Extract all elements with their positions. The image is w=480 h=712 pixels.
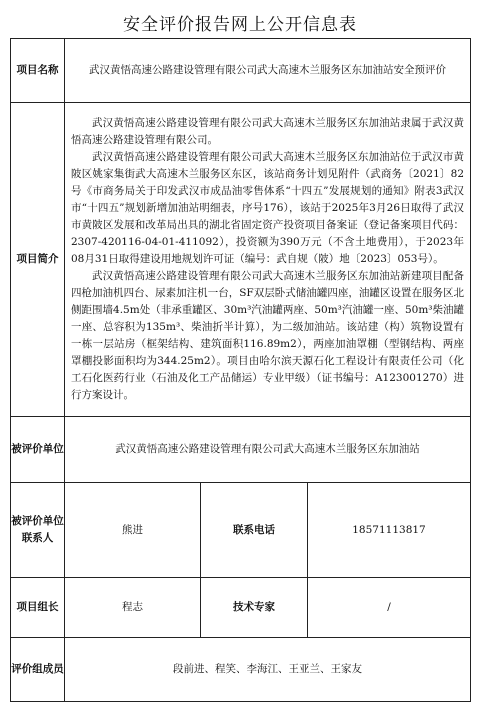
team-leader-person: 程志 (65, 578, 201, 638)
intro-paragraph: 武汉黄悟高速公路建设管理有限公司武大高速木兰服务区东加油站新建项目配备四枪加油机四台、尿素加注机一台，SF双层卧式储油罐四座，油罐区设置在服务区北侧距围墙4.5m处（非承重罐区、30m³汽油罐两座、50m³汽油罐一座、50m³柴油罐一座、总容积为135m³、柴油折半计算），为二级加油站。该站建（构）筑物设置有一栋一层站房（框架结构、建筑面积116.89m2），两座加油罩棚（型钢结构、两座罩棚投影面积均为344.25m2）。项目由哈尔滨天源石化工程设计有限责任公司（化工石化医药行业（石油及化工产品储运）专业甲级）（证书编号：A123001270）进行方案设计。 (71, 270, 465, 401)
row-team-leader (11, 578, 471, 638)
info-table (10, 38, 471, 702)
evaluated-unit-label: 被评价单位 (11, 417, 65, 483)
phone-label: 联系电话 (201, 483, 308, 578)
phone-value: 18571113817 (308, 483, 471, 578)
row-members (11, 638, 471, 702)
contact-person: 熊进 (65, 483, 201, 578)
project-intro-cell (65, 103, 471, 417)
members-label: 评价组成员 (11, 638, 65, 702)
evaluated-unit-value: 武汉黄悟高速公路建设管理有限公司武大高速木兰服务区东加油站 (65, 417, 471, 483)
row-contact (11, 483, 471, 578)
expert-value: / (308, 578, 471, 638)
expert-label: 技术专家 (201, 578, 308, 638)
project-name-value: 武汉黄悟高速公路建设管理有限公司武大高速木兰服务区东加油站安全预评价 (65, 39, 471, 103)
intro-paragraph: 武汉黄悟高速公路建设管理有限公司武大高速木兰服务区东加油站隶属于武汉黄悟高速公路建设管理有限公司。 (71, 117, 465, 146)
row-project-name (11, 39, 471, 103)
intro-paragraph: 武汉黄悟高速公路建设管理有限公司武大高速木兰服务区东加油站位于武汉市黄陂区姚家集街武大高速木兰服务区东区，该站商务计划见附件（武商务〔2021〕82号《市商务局关于印发武汉市成品油零售体系“十四五”发展规划的通知》附表3武汉市“十四五”规划新增加油站明细表，序号176），该站于2025年3月26日取得了武汉市黄陂区发展和改革局出具的湖北省固定资产投资项目备案证（登记备案项目代码：2307-420116-04-01-411092），投资额为390万元（不含土地费用），于2023年08月31日取得建设用地规划许可证（编号：武自规（陂）地〔2023〕053号）。 (71, 151, 465, 265)
members-value: 段前进、程笑、李海江、王亚兰、王家友 (65, 638, 471, 702)
contact-label: 被评价单位联系人 (11, 483, 65, 578)
row-evaluated-unit (11, 417, 471, 483)
team-leader-label: 项目组长 (11, 578, 65, 638)
page-title: 安全评价报告网上公开信息表 (123, 15, 357, 35)
project-name-label: 项目名称 (11, 39, 65, 103)
project-intro-label: 项目简介 (11, 103, 65, 417)
row-project-intro (11, 103, 471, 417)
